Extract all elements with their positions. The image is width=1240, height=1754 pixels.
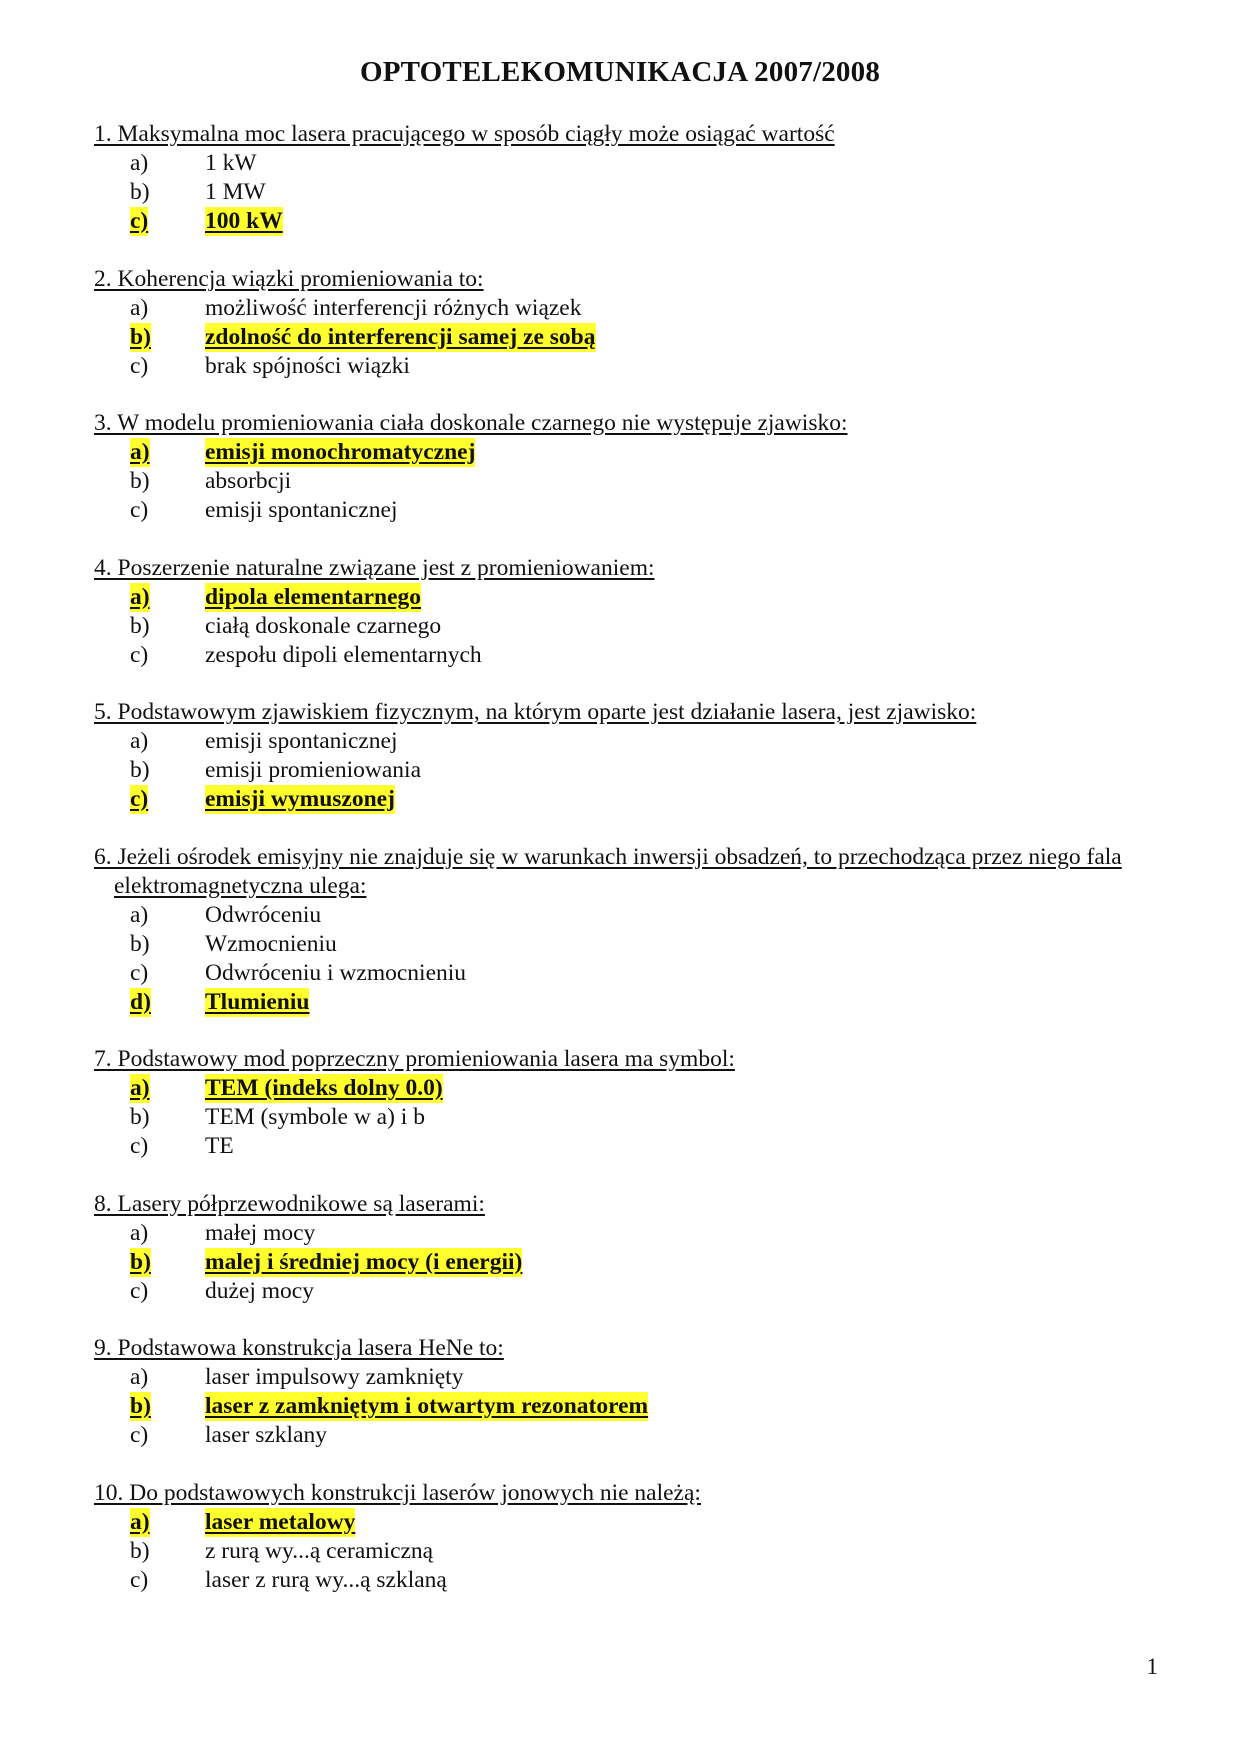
answer-option	[94, 1363, 1174, 1392]
answer-letter: c)	[130, 641, 149, 668]
answer-option	[94, 178, 1174, 207]
question-8	[94, 1190, 1174, 1306]
answer-option	[94, 901, 1174, 930]
question-9	[94, 1334, 1174, 1450]
answer-option-correct	[94, 207, 1174, 236]
answer-letter: a)	[130, 1508, 150, 1535]
answer-text: 100 kW	[205, 208, 283, 234]
answer-text: 1 MW	[205, 179, 266, 205]
answer-option-correct	[94, 438, 1174, 467]
answer-text: emisji spontanicznej	[205, 497, 398, 523]
answer-option	[94, 1537, 1174, 1566]
answer-option-correct	[94, 785, 1174, 814]
answer-letter: c)	[130, 959, 149, 986]
question-text: 6. Jeżeli ośrodek emisyjny nie znajduje się w warunkach inwersji obsadzeń, to przechodząca przez niego fala elektromagnetyczna ulega:	[94, 843, 1122, 899]
answer-option	[94, 612, 1174, 641]
document-title: OPTOTELEKOMUNIKACJA 2007/2008	[359, 56, 881, 88]
answer-letter: b)	[130, 323, 151, 350]
answer-letter: a)	[130, 294, 149, 321]
answer-letter: a)	[130, 1219, 149, 1246]
answer-text: 1 kW	[205, 150, 257, 176]
answer-option	[94, 1219, 1174, 1248]
answer-option	[94, 1566, 1174, 1595]
answer-option	[94, 641, 1174, 670]
answer-letter: d)	[130, 988, 151, 1015]
answer-text: zespołu dipoli elementarnych	[205, 641, 482, 668]
answer-letter: a)	[130, 1364, 149, 1390]
answer-text: laser szklany	[205, 1422, 328, 1448]
answer-text: małej mocy	[205, 1219, 316, 1246]
answer-option-correct	[94, 1248, 1174, 1277]
answer-option	[94, 467, 1174, 496]
answer-option	[94, 1277, 1174, 1306]
answer-text: Odwróceniu i wzmocnieniu	[205, 959, 467, 986]
answer-text: malej i średniej mocy (i energii)	[205, 1248, 523, 1275]
answer-option-correct	[94, 583, 1174, 612]
answer-option	[94, 727, 1174, 756]
question-text: 4. Poszerzenie naturalne związane jest z promieniowaniem:	[94, 554, 655, 581]
answer-letter: b)	[130, 468, 150, 494]
answer-letter: c)	[130, 497, 149, 523]
answer-letter: b)	[130, 930, 150, 957]
question-4	[94, 554, 1174, 670]
answer-text: dipola elementarnego	[205, 583, 422, 610]
answer-text: emisji spontanicznej	[205, 728, 398, 754]
answer-option	[94, 1421, 1174, 1450]
answer-letter: c)	[130, 1133, 149, 1159]
question-text: 1. Maksymalna moc lasera pracującego w sposób ciągły może osiągać wartość	[94, 121, 835, 147]
question-2	[94, 265, 1174, 381]
answer-text: laser metalowy	[205, 1508, 356, 1535]
answer-letter: a)	[130, 901, 149, 928]
question-text: 5. Podstawowym zjawiskiem fizycznym, na którym oparte jest działanie lasera, jest zjawisko:	[94, 699, 977, 725]
question-text: 2. Koherencja wiązki promieniowania to:	[94, 265, 484, 292]
answer-option	[94, 930, 1174, 959]
answer-text: emisji promieniowania	[205, 757, 422, 783]
answer-letter: a)	[130, 439, 150, 465]
answer-text: TE	[205, 1133, 234, 1159]
answer-text: laser z rurą wy...ą szklaną	[205, 1566, 447, 1593]
answer-text: TEM (symbole w a) i b	[205, 1104, 425, 1130]
question-10	[94, 1479, 1174, 1595]
answer-text: laser impulsowy zamknięty	[205, 1364, 464, 1390]
answer-letter: b)	[130, 179, 150, 205]
answer-text: możliwość interferencji różnych wiązek	[205, 294, 582, 321]
answer-option	[94, 294, 1174, 323]
answer-letter: b)	[130, 1248, 151, 1275]
question-1	[94, 120, 1174, 236]
answer-text: Odwróceniu	[205, 901, 322, 928]
answer-text: Tlumieniu	[205, 988, 310, 1015]
question-7	[94, 1045, 1174, 1161]
answer-option-correct	[94, 1392, 1174, 1421]
answer-option	[94, 1132, 1174, 1161]
question-text: 10. Do podstawowych konstrukcji laserów jonowych nie należą:	[94, 1479, 701, 1506]
question-text: 7. Podstawowy mod poprzeczny promieniowania lasera ma symbol:	[94, 1046, 735, 1072]
answer-letter: c)	[130, 208, 149, 234]
answer-letter: c)	[130, 786, 149, 812]
question-6	[94, 843, 1174, 1017]
question-text: 3. W modelu promieniowania ciała doskonale czarnego nie występuje zjawisko:	[94, 410, 848, 436]
answer-text: absorbcji	[205, 468, 292, 494]
question-3	[94, 409, 1174, 525]
answer-letter: c)	[130, 1566, 149, 1593]
question-text: 8. Lasery półprzewodnikowe są laserami:	[94, 1190, 485, 1217]
answer-letter: a)	[130, 150, 149, 176]
answer-letter: c)	[130, 1277, 149, 1304]
answer-letter: b)	[130, 757, 150, 783]
answer-letter: c)	[130, 1422, 149, 1448]
answer-letter: c)	[130, 352, 149, 379]
question-5	[94, 698, 1174, 814]
answer-option	[94, 1103, 1174, 1132]
answer-letter: b)	[130, 1104, 150, 1130]
answer-option	[94, 959, 1174, 988]
answer-letter: a)	[130, 583, 150, 610]
answer-letter: b)	[130, 1393, 151, 1419]
answer-text: zdolność do interferencji samej ze sobą	[205, 323, 596, 350]
answer-letter: b)	[130, 612, 150, 639]
answer-letter: a)	[130, 1075, 150, 1101]
answer-option	[94, 496, 1174, 525]
answer-text: dużej mocy	[205, 1277, 314, 1304]
answer-option-correct	[94, 1074, 1174, 1103]
answer-text: TEM (indeks dolny 0.0)	[205, 1075, 443, 1101]
answer-text: z rurą wy...ą ceramiczną	[205, 1537, 434, 1564]
answer-option	[94, 149, 1174, 178]
answer-option-correct	[94, 988, 1174, 1017]
answer-text: emisji wymuszonej	[205, 786, 395, 812]
answer-text: laser z zamkniętym i otwartym rezonatorem	[205, 1393, 649, 1419]
answer-text: brak spójności wiązki	[205, 352, 410, 379]
page-number: 1	[1146, 1654, 1158, 1679]
answer-option-correct	[94, 323, 1174, 352]
answer-letter: b)	[130, 1537, 150, 1564]
question-text: 9. Podstawowa konstrukcja lasera HeNe to:	[94, 1335, 504, 1361]
answer-text: ciałą doskonale czarnego	[205, 612, 442, 639]
answer-text: Wzmocnieniu	[205, 930, 337, 957]
answer-text: emisji monochromatycznej	[205, 439, 476, 465]
answer-option	[94, 756, 1174, 785]
answer-option-correct	[94, 1508, 1174, 1537]
answer-option	[94, 352, 1174, 381]
answer-letter: a)	[130, 728, 149, 754]
question-list	[94, 120, 1174, 1623]
